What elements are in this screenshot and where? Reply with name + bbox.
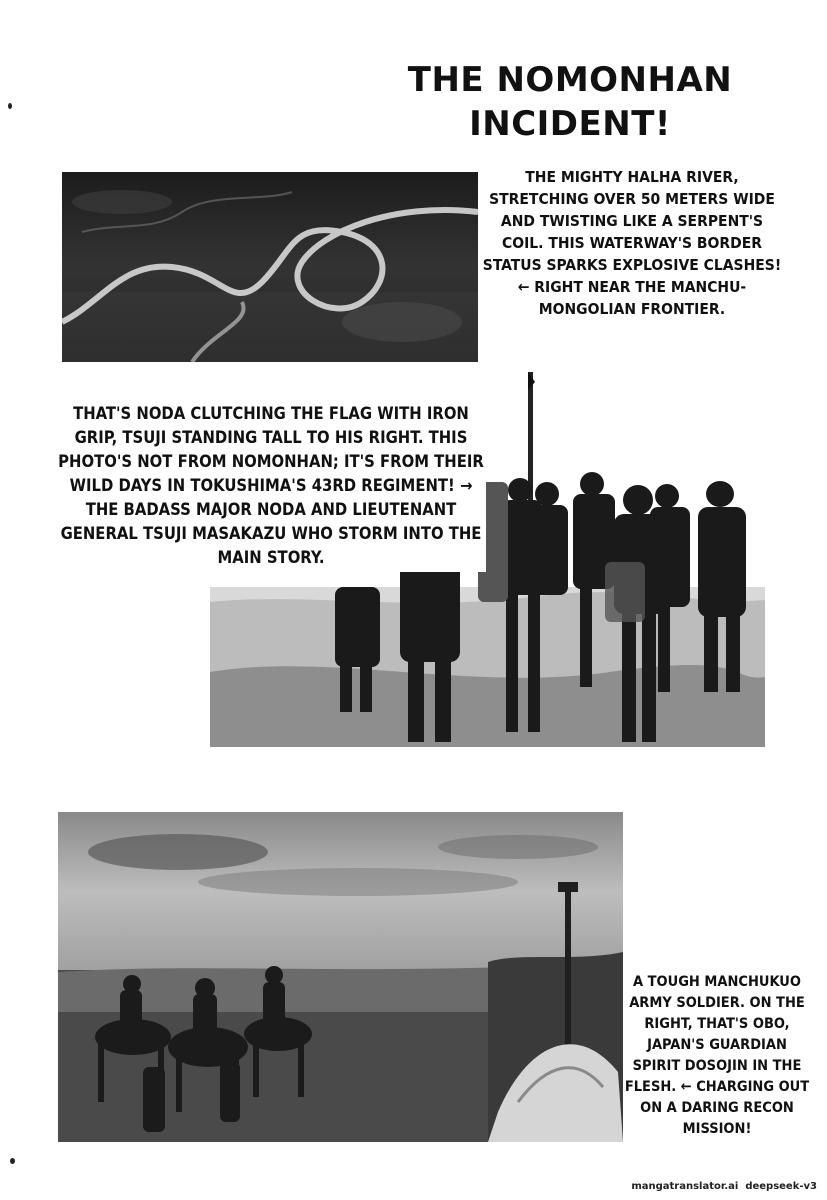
watermark-model: deepseek-v3 — [745, 1181, 817, 1192]
cavalry-recon-image — [58, 812, 623, 1142]
margin-speck-top — [8, 103, 12, 109]
watermark-site: mangatranslator.ai — [631, 1181, 739, 1192]
river-aerial-photo — [62, 172, 478, 362]
margin-speck-bottom — [10, 1158, 15, 1164]
noda-tsuji-caption: THAT'S NODA CLUTCHING THE FLAG WITH IRON GRIP, TSUJI STANDING TALL TO HIS RIGHT. THIS PHOTO'S NOT FROM NOMONHAN; IT'S FROM THEIR WILD DAYS IN TOKUSHIMA'S 43RD REGIMENT! → THE BADASS MAJOR NODA AND LIEUTENANT GENERAL TSUJI MASAKAZU WHO STORM INTO THE MAIN STORY. — [56, 400, 486, 572]
manchukuo-soldier-caption: A TOUGH MANCHUKUO ARMY SOLDIER. ON THE RIGHT, THAT'S OBO, JAPAN'S GUARDIAN SPIRIT DOSOJIN IN THE FLESH. ← CHARGING OUT ON A DARING RECON MISSION! — [624, 974, 810, 1137]
cavalry-recon-photo — [58, 812, 623, 1142]
page-title — [400, 58, 740, 146]
river-caption: THE MIGHTY HALHA RIVER, STRETCHING OVER 50 METERS WIDE AND TWISTING LIKE A SERPENT'S COIL. THIS WATERWAY'S BORDER STATUS SPARKS EXPLOSIVE CLASHES! ← RIGHT NEAR THE MANCHU-MONGOLIAN FRONTIER. — [482, 168, 782, 318]
page-title-line-1: THE NOMONHAN — [407, 60, 733, 100]
river-aerial-image — [62, 172, 478, 362]
page-title-line-2: INCIDENT! — [469, 104, 671, 144]
watermark — [631, 1181, 817, 1192]
